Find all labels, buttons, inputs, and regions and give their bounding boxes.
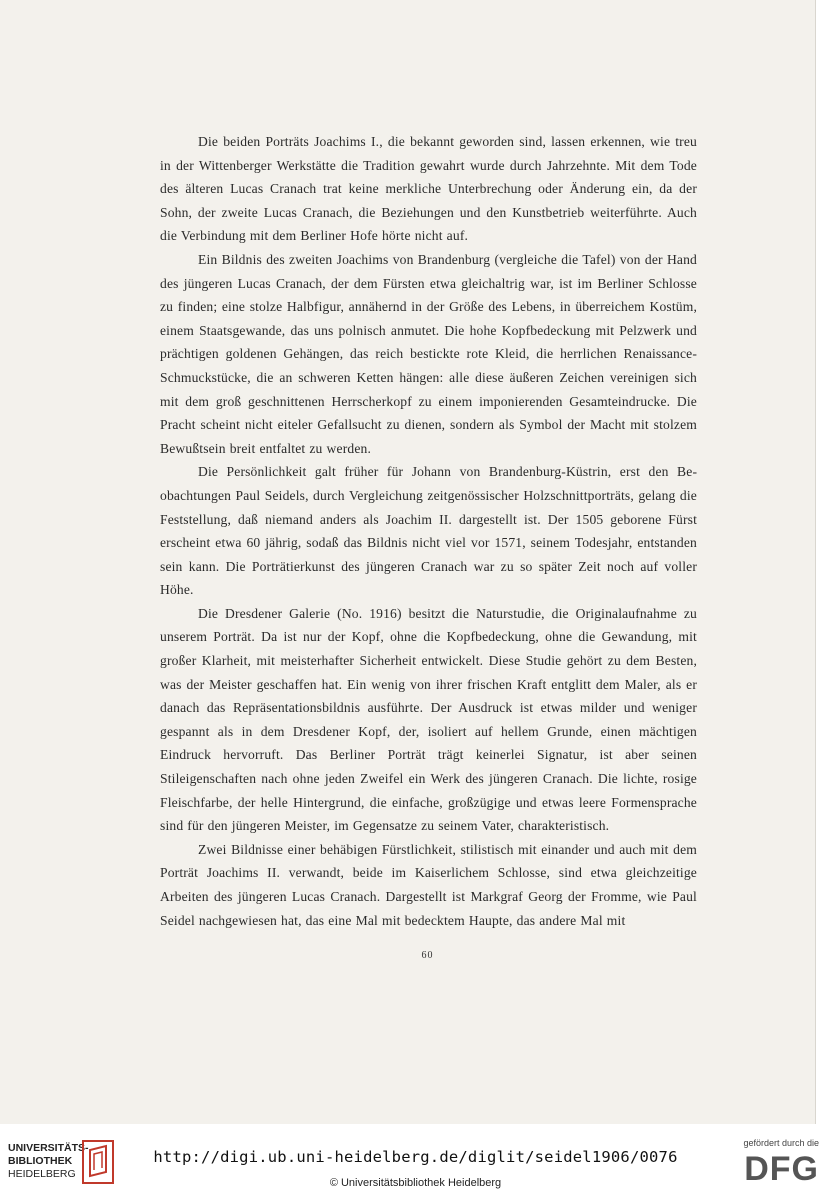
- paragraph-5: Zwei Bildnisse einer behäbigen Fürstlichkeit, stilistisch mit einander und auch mit dem Porträt Joachims II. verwandt, beide im Kaiserlichem Schlosse, sind etwa gleichzeitige Arbeiten des jüngeren Lucas Cranach. Dargestellt ist Markgraf Georg der Fromme, wie Paul Seidel nachgewiesen hat, das eine Mal mit bedecktem Haupte, das andere Mal mit: [160, 841, 697, 928]
- paragraph-1: Die beiden Porträts Joachims I., die bekannt geworden sind, lassen erkennen, wie treu in der Wittenberger Werkstätte die Tradition gewahrt wurde durch Jahrzehnte. Mit dem Tode des älteren Lucas Cranach trat keine merkliche Unterbrechung oder Änderung ein, da der Sohn, der zweite Lucas Cranach, die Beziehungen und den Kunstbetrieb weiterführte. Auch die Verbindung mit dem Berliner Hofe hörte nicht auf.: [160, 134, 697, 244]
- dfg-logo: DFG: [744, 1150, 819, 1188]
- library-line-1: UNIVERSITÄTS-: [8, 1142, 89, 1154]
- copyright-notice: © Universitätsbibliothek Heidelberg: [329, 1177, 502, 1189]
- funding-note: gefördert durch die: [743, 1138, 819, 1148]
- body-text: [160, 130, 697, 932]
- paragraph-4: Die Dresdener Galerie (No. 1916) besitzt die Naturstudie, die Originalaufnahme zu unserem Porträt. Da ist nur der Kopf, ohne die Kopfbedeckung, ohne die Gewandung, mit großer Klarheit, mit meisterhafter Sicherheit entwickelt. Diese Studie gehört zu dem Besten, was der Meister geschaffen hat. Ein wenig von ihrer frischen Kraft entglitt dem Maler, als er danach das Repräsentationsbildnis ausführte. Der Ausdruck ist etwas milder und weniger gespannt als in dem Dresdener Kopf, der, isoliert auf hellem Grunde, einen mächtigen Eindruck hervorruft. Das Berliner Porträt trägt keinerlei Signatur, ist aber seinen Stileigenschaften nach ohne jeden Zweifel ein Werk des jüngeren Cranach. Die lichte, rosige Fleischfarbe, der helle Hintergrund, die einfache, großzügige und etwas leere Formensprache sind für den jüngeren Meister, im Gegensatze zu seinem Vater, charakteristisch.: [160, 605, 697, 834]
- page-number: 60: [421, 950, 434, 961]
- library-line-2: BIBLIOTHEK: [8, 1155, 73, 1167]
- paragraph-2: Ein Bildnis des zweiten Joachims von Brandenburg (vergleiche die Tafel) von der Hand des jüngeren Lucas Cranach, der dem Fürsten etwa gleichaltrig war, ist im Berliner Schlosse zu finden; eine stolze Halbfigur, annähernd in der Größe des Lebens, in überreichem Kostüm, einem Staatsgewande, das uns polnisch anmutet. Die hohe Kopfbedeckung mit Pelzwerk und prächtigen goldenen Gehängen, das reich bestickte rote Kleid, die herrlichen Renaissance-Schmuckstücke, die an schweren Ketten hängen: alle diese äußeren Zeichen vereinigen sich mit dem groß geschnittenen Herrscherkopf zu einem imponierenden Gesamteindrucke. Die Pracht scheint nicht eiteler Gefallsucht zu dienen, sondern als Symbol der Macht mit stolzem Bewußtsein breit entfaltet zu werden.: [160, 251, 697, 456]
- paragraph-3: Die Persönlichkeit galt früher für Johann von Brandenburg-Küstrin, erst den Beobachtungen Paul Seidels, durch Vergleichung zeitgenössischer Holzschnittporträts, gelang die Feststellung, daß niemand anders als Joachim II. dargestellt ist. Der 1505 geborene Fürst erscheint etwa 60 jährig, sodaß das Bildnis nicht viel vor 1571, seinem Todesjahr, entstanden sein kann. Die Porträtierkunst des jüngeren Cranach war zu so später Zeit noch auf voller Höhe.: [160, 464, 697, 598]
- footer-bar: [0, 1124, 831, 1196]
- permalink[interactable]: http://digi.ub.uni-heidelberg.de/diglit/seidel1906/0076: [153, 1148, 678, 1166]
- library-line-3: HEIDELBERG: [8, 1168, 76, 1180]
